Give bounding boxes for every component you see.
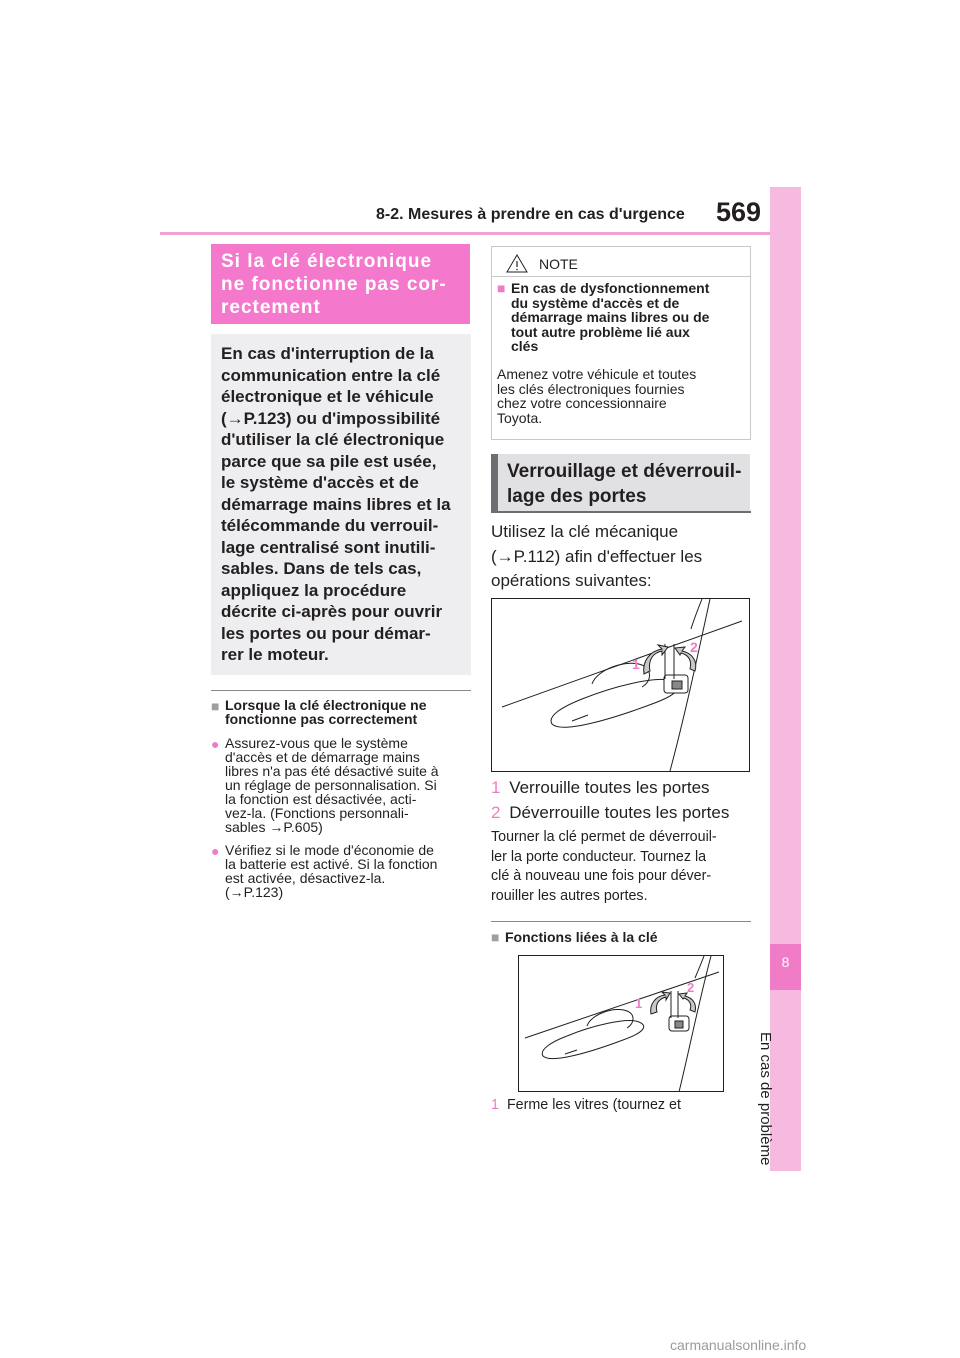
step-text: Verrouille toutes les portes <box>509 778 710 797</box>
heading-line: rectement <box>221 297 321 318</box>
chapter-number: 8 <box>781 954 790 970</box>
note-label: NOTE <box>539 256 578 272</box>
subsection-title-line: Lorsque la clé électronique ne <box>225 697 427 713</box>
intro-line: (→P.112) afin d'effectuer les <box>491 546 703 566</box>
bullet-line: la fonction est désactivée, acti- <box>225 791 417 807</box>
intro-line: le système d'accès et de <box>221 473 419 492</box>
locking-explanation <box>491 828 753 906</box>
bullet-line: libres n'a pas été désactivé suite à <box>225 763 439 779</box>
subsection-title-line: fonctionne pas correctement <box>225 711 418 727</box>
section-heading-locking <box>491 454 750 513</box>
watermark: carmanualsonline.info <box>670 1337 807 1353</box>
intro-line: communication entre la clé <box>221 365 441 385</box>
note-subtitle-line: du système d'accès et de <box>511 294 680 311</box>
subsection-title: Fonctions liées à la clé <box>505 929 658 945</box>
bullet-line: d'accès et de démarrage mains <box>225 749 420 765</box>
door-handle-illustration-1 <box>491 598 750 772</box>
square-bullet-icon: ■ <box>497 280 506 296</box>
bullet-list <box>211 736 473 899</box>
figure-callout-2: 2 <box>690 639 698 655</box>
note-subtitle-line: En cas de dysfonctionnement <box>511 280 710 296</box>
heading-line: Si la clé électronique <box>221 251 433 272</box>
subsection-key-not-working <box>211 698 471 726</box>
note-subtitle-line: tout autre problème lié aux <box>511 323 690 340</box>
intro-line: appliquez la procédure <box>221 580 407 600</box>
note-subtitle <box>497 281 747 354</box>
bullet-dot-icon: ● <box>211 736 220 752</box>
step-number: 1 <box>491 778 501 797</box>
intro-line: sables. Dans de tels cas, <box>221 559 422 578</box>
bullet-dot-icon: ● <box>211 843 220 859</box>
bullet-item <box>211 736 473 834</box>
explanation-line: clé à nouveau une fois pour déver- <box>491 868 712 884</box>
intro-line: d'utiliser la clé électronique <box>221 430 445 449</box>
heading-underline <box>491 511 751 513</box>
divider <box>211 690 471 691</box>
step-text: Ferme les vitres (tournez et <box>506 1097 681 1113</box>
note-body-line: Toyota. <box>497 410 543 427</box>
chapter-title: En cas de problème <box>757 1032 774 1166</box>
intro-line: En cas d'interruption de la <box>221 344 434 363</box>
square-bullet-icon: ■ <box>491 929 500 945</box>
note-body-line: Amenez votre véhicule et toutes <box>497 366 697 382</box>
intro-line: décrite ci-après pour ouvrir <box>221 602 443 621</box>
note-divider <box>491 276 751 277</box>
section-title: 8-2. Mesures à prendre en cas d'urgence <box>376 206 685 223</box>
square-bullet-icon: ■ <box>211 698 220 714</box>
step-list <box>491 776 756 825</box>
heading-line: ne fonctionne pas cor- <box>221 274 447 295</box>
explanation-line: Tourner la clé permet de déverrouil- <box>491 829 717 845</box>
section-heading-key-malfunction <box>211 244 470 324</box>
bullet-line: Vérifiez si le mode d'économie de <box>225 842 434 858</box>
note-body-line: chez votre concessionnaire <box>497 395 667 412</box>
note-subtitle-line: démarrage mains libres ou de <box>511 309 710 325</box>
bullet-item <box>211 843 473 899</box>
explanation-line: ler la porte conducteur. Tournez la <box>491 848 707 865</box>
bullet-line: un réglage de personnalisation. Si <box>225 777 437 793</box>
heading-line: lage des portes <box>507 486 647 507</box>
intro-box <box>211 334 471 675</box>
page-number: 569 <box>716 197 762 227</box>
explanation-line: rouiller les autres portes. <box>491 887 648 904</box>
figure-callout-2: 2 <box>687 980 695 995</box>
step-number: 1 <box>491 1097 499 1113</box>
intro-line: lage centralisé sont inutili- <box>221 537 436 557</box>
chapter-title-wrap <box>757 990 808 1166</box>
intro-line: électronique et le véhicule <box>221 387 434 406</box>
note-body-line: les clés électroniques fournies <box>497 380 685 397</box>
step-text: Déverrouille toutes les portes <box>509 802 730 822</box>
figure-callout-1: 1 <box>635 996 643 1011</box>
step-item <box>491 776 756 801</box>
heading-line: Verrouillage et déverrouil- <box>507 461 742 482</box>
intro-line: les portes ou pour démar- <box>221 623 431 643</box>
warning-triangle-icon <box>506 254 528 276</box>
bullet-line: Assurez-vous que le système <box>225 735 408 751</box>
header-rule <box>160 232 770 235</box>
step-number: 2 <box>491 802 501 822</box>
intro-line: (→P.123) ou d'impossibilité <box>221 408 441 428</box>
note-body <box>497 367 747 426</box>
intro-line: parce que sa pile est usée, <box>221 451 437 471</box>
note-subtitle-line: clés <box>511 338 539 354</box>
intro-line: rer le moteur. <box>221 645 329 664</box>
intro-line: télécommande du verrouil- <box>221 516 439 535</box>
step-item <box>491 801 756 826</box>
door-handle-illustration-2 <box>518 955 724 1092</box>
intro-line: Utilisez la clé mécanique <box>491 522 679 541</box>
locking-intro <box>491 520 756 594</box>
bullet-line: vez-la. (Fonctions personnali- <box>225 805 409 821</box>
bullet-line: (→P.123) <box>225 884 284 900</box>
heading-accent-bar <box>491 454 498 513</box>
figure-callout-1: 1 <box>632 656 640 672</box>
divider <box>491 921 751 922</box>
bullet-line: est activée, désactivez-la. <box>225 870 386 886</box>
intro-line: démarrage mains libres et la <box>221 494 451 514</box>
bullet-line: la batterie est activé. Si la fonction <box>225 856 438 872</box>
intro-line: opérations suivantes: <box>491 571 652 590</box>
key-function-step <box>491 1097 756 1113</box>
bullet-line: sables →P.605) <box>225 819 323 835</box>
subsection-key-functions <box>491 929 751 947</box>
